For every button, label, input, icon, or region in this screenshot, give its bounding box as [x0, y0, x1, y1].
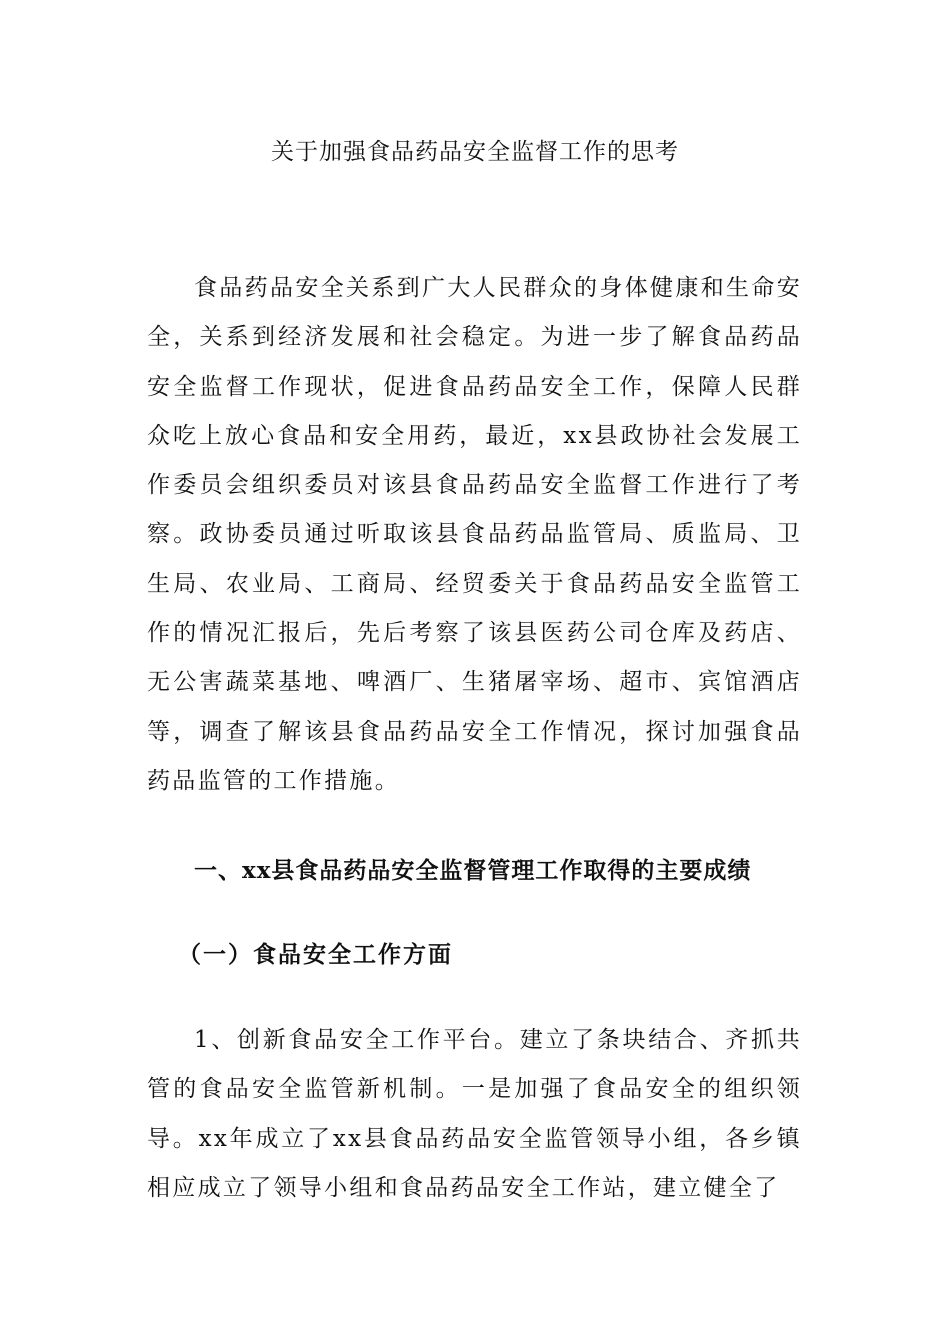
document-title: 关于加强食品药品安全监督工作的思考 [271, 139, 679, 165]
section-heading: 一、xx县食品药品安全监督管理工作取得的主要成绩 [194, 857, 752, 884]
point-paragraph: 1、创新食品安全工作平台。建立了条块结合、齐抓共管的食品安全监管新机制。一是加强了食品安全的组织领导。xx年成立了xx县食品药品安全监管领导小组，各乡镇相应成立了领导小组和食品药品安全工作站，建立健全了 [147, 1027, 802, 1201]
subsection-heading: （一）食品安全工作方面 [178, 941, 453, 968]
intro-paragraph: 食品药品安全关系到广大人民群众的身体健康和生命安全，关系到经济发展和社会稳定。为进一步了解食品药品安全监督工作现状，促进食品药品安全工作，保障人民群众吃上放心食品和安全用药，最近，xx县政协社会发展工作委员会组织委员对该县食品药品安全监督工作进行了考察。政协委员通过听取该县食品药品监管局、质监局、卫生局、农业局、工商局、经贸委关于食品药品安全监管工作的情况汇报后，先后考察了该县医药公司仓库及药店、无公害蔬菜基地、啤酒厂、生猪屠宰场、超市、宾馆酒店等，调查了解该县食品药品安全工作情况，探讨加强食品药品监管的工作措施。 [147, 275, 802, 794]
